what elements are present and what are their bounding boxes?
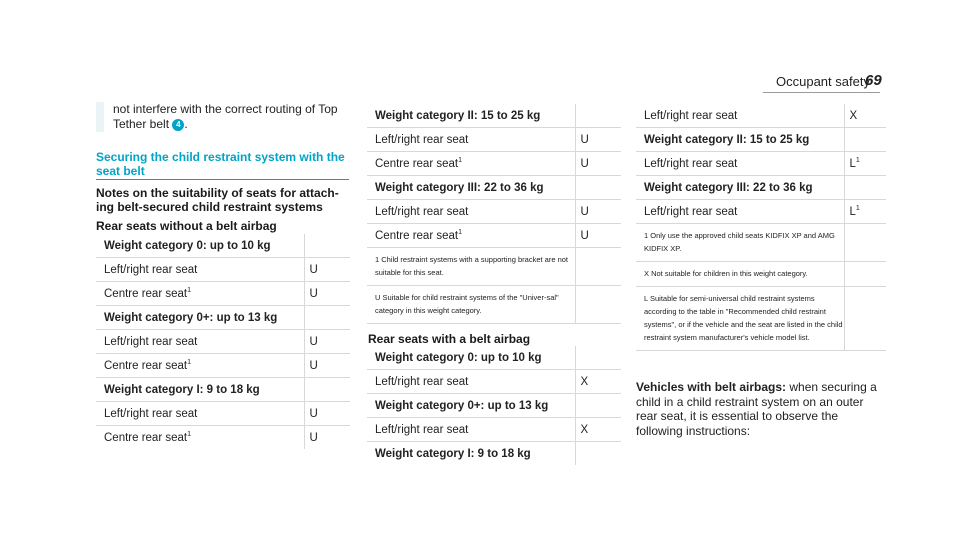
table-row [367,418,621,442]
suitability-value [844,128,886,152]
suitability-value [575,346,621,370]
table-row [96,402,350,426]
rear-seats-with-airbag-heading: Rear seats with a belt airbag [368,332,531,346]
suitability-value [304,354,350,378]
table-row [367,394,621,418]
seat-label [96,258,304,282]
suitability-value [304,258,350,282]
suitability-value [575,176,621,200]
seat-label [96,354,304,378]
weight-category-label [367,346,575,370]
value-text: U [309,287,318,300]
note-line2: Tether belt [113,117,170,131]
footnote-ref: 1 [187,431,192,439]
suitability-value [575,442,621,466]
footnote-ref: 1 [855,205,860,213]
weight-category-label [367,442,575,466]
weight-category-label [367,176,575,200]
note-end: . [184,117,188,131]
table-row [367,370,621,394]
value-text: X [849,109,858,122]
seat-label [636,200,844,224]
table-with-airbag-part2 [636,104,886,351]
row-label-text: Centre rear seat [375,229,459,242]
table-row [96,258,350,282]
value-text: U [309,359,318,372]
callout-badge: 4 [172,119,184,131]
vehicles-lead: Vehicles with belt airbags: [636,380,787,394]
seat-label [367,418,575,442]
notes-heading: Notes on the suitability of seats for attach-ing belt-secured child restraint systems [96,186,339,214]
value-text: U [309,431,318,444]
table-row [636,104,886,128]
row-label-text: Centre rear seat [375,157,459,170]
suitability-value [844,152,886,176]
row-label-text: Left/right rear seat [375,133,469,146]
seat-label [96,402,304,426]
table-row [96,426,350,450]
footnote-ref: 1 [855,157,860,165]
footnote-1-kidfix: 1 Only use the approved child seats KIDFIX XP and AMG KIDFIX XP. [636,224,844,262]
row-label-text: Weight category I: 9 to 18 kg [104,383,260,396]
table-row [367,346,621,370]
row-label-text: Left/right rear seat [104,263,198,276]
table-no-airbag-part2 [367,104,621,324]
table-row [636,176,886,200]
suitability-value [575,370,621,394]
weight-category-label [367,394,575,418]
table-no-airbag-part1 [96,234,350,449]
weight-category-label [367,104,575,128]
footnote-x: X Not suitable for children in this weight category. [636,262,844,287]
footnote-u: U Suitable for child restraint systems of the "Univer-sal" category in this weight category. [367,286,575,324]
suitability-value [575,224,621,248]
row-label-text: Weight category 0+: up to 13 kg [104,311,278,324]
seat-label [367,224,575,248]
seat-label [636,104,844,128]
suitability-value [304,402,350,426]
suitability-value [844,200,886,224]
suitability-value [304,282,350,306]
table-row [367,152,621,176]
table-row [367,104,621,128]
row-label-text: Weight category II: 15 to 25 kg [644,133,810,146]
table-row [96,354,350,378]
weight-category-label [96,306,304,330]
row-label-text: Left/right rear seat [104,335,198,348]
footnote-1: 1 Child restraint systems with a supporting bracket are not suitable for this seat. [367,248,575,286]
row-label-text: Left/right rear seat [644,109,738,122]
header-section-title: Occupant safety [776,74,870,89]
row-label-text: Weight category 0: up to 10 kg [104,239,271,252]
seat-label [367,200,575,224]
suitability-value [304,306,350,330]
vehicles-belt-airbag-paragraph [636,380,886,438]
note-marker-bar [96,102,104,132]
row-label-text: Weight category I: 9 to 18 kg [375,447,531,460]
table-with-airbag-part1 [367,346,621,465]
value-text: X [580,423,589,436]
table-row [367,224,621,248]
table-row [636,200,886,224]
table-row [367,200,621,224]
table-row [636,152,886,176]
value-text: U [309,263,318,276]
footnote-l: L Suitable for semi-universal child restraint systems according to the table in "Recommended child restraint systems", or if the vehicle and the seat are listed in the child restraint system manufacturer's vehicle model list. [636,287,844,351]
section-heading: Securing the child restraint system with the seat belt [96,150,345,178]
table-row [96,234,350,258]
table-row [96,330,350,354]
value-text: U [309,335,318,348]
suitability-value [304,426,350,450]
table-row [96,306,350,330]
row-label-text: Left/right rear seat [375,375,469,388]
row-label-text: Left/right rear seat [644,157,738,170]
suitability-value [575,152,621,176]
table-row [367,442,621,466]
weight-category-label [636,176,844,200]
weight-category-label [96,378,304,402]
seat-label [367,128,575,152]
value-text: U [309,407,318,420]
footnote-ref: 1 [187,287,192,295]
row-label-text: Left/right rear seat [375,423,469,436]
suitability-value [575,200,621,224]
footnote-ref: 1 [458,157,463,165]
value-text: L [849,157,856,170]
row-label-text: Centre rear seat [104,431,188,444]
row-label-text: Weight category III: 22 to 36 kg [644,181,813,194]
row-label-text: Centre rear seat [104,359,188,372]
section-heading-underline [96,179,349,180]
row-label-text: Left/right rear seat [375,205,469,218]
value-text: X [580,375,589,388]
weight-category-label [96,234,304,258]
footnote-ref: 1 [187,359,192,367]
suitability-value [844,176,886,200]
value-text: L [849,205,856,218]
row-label-text: Centre rear seat [104,287,188,300]
row-label-text: Weight category 0: up to 10 kg [375,351,542,364]
suitability-value [304,234,350,258]
value-text: U [580,229,589,242]
row-label-text: Weight category II: 15 to 25 kg [375,109,541,122]
seat-label [367,152,575,176]
table-row [367,128,621,152]
note-text [113,102,338,132]
suitability-value [575,104,621,128]
suitability-value [304,378,350,402]
seat-label [96,330,304,354]
header-divider [763,92,880,93]
seat-label [367,370,575,394]
value-text: U [580,157,589,170]
rear-seats-no-airbag-heading: Rear seats without a belt airbag [96,219,277,233]
value-text: U [580,205,589,218]
table-row [367,176,621,200]
table-row [636,128,886,152]
note-line1: not interfere with the correct routing of Top [113,102,338,116]
suitability-value [304,330,350,354]
page-number: 69 [865,72,882,89]
seat-label [96,426,304,450]
table-row [96,282,350,306]
seat-label [96,282,304,306]
suitability-value [844,104,886,128]
suitability-value [575,394,621,418]
table-row [96,378,350,402]
suitability-value [575,418,621,442]
row-label-text: Left/right rear seat [644,205,738,218]
footnote-ref: 1 [458,229,463,237]
vehicles-text: when securing a child in a child restraint system on an outer rear seat, it is essential to observe the following instructions: [636,380,877,438]
suitability-value [575,128,621,152]
row-label-text: Weight category III: 22 to 36 kg [375,181,544,194]
row-label-text: Weight category 0+: up to 13 kg [375,399,549,412]
seat-label [636,152,844,176]
row-label-text: Left/right rear seat [104,407,198,420]
value-text: U [580,133,589,146]
weight-category-label [636,128,844,152]
